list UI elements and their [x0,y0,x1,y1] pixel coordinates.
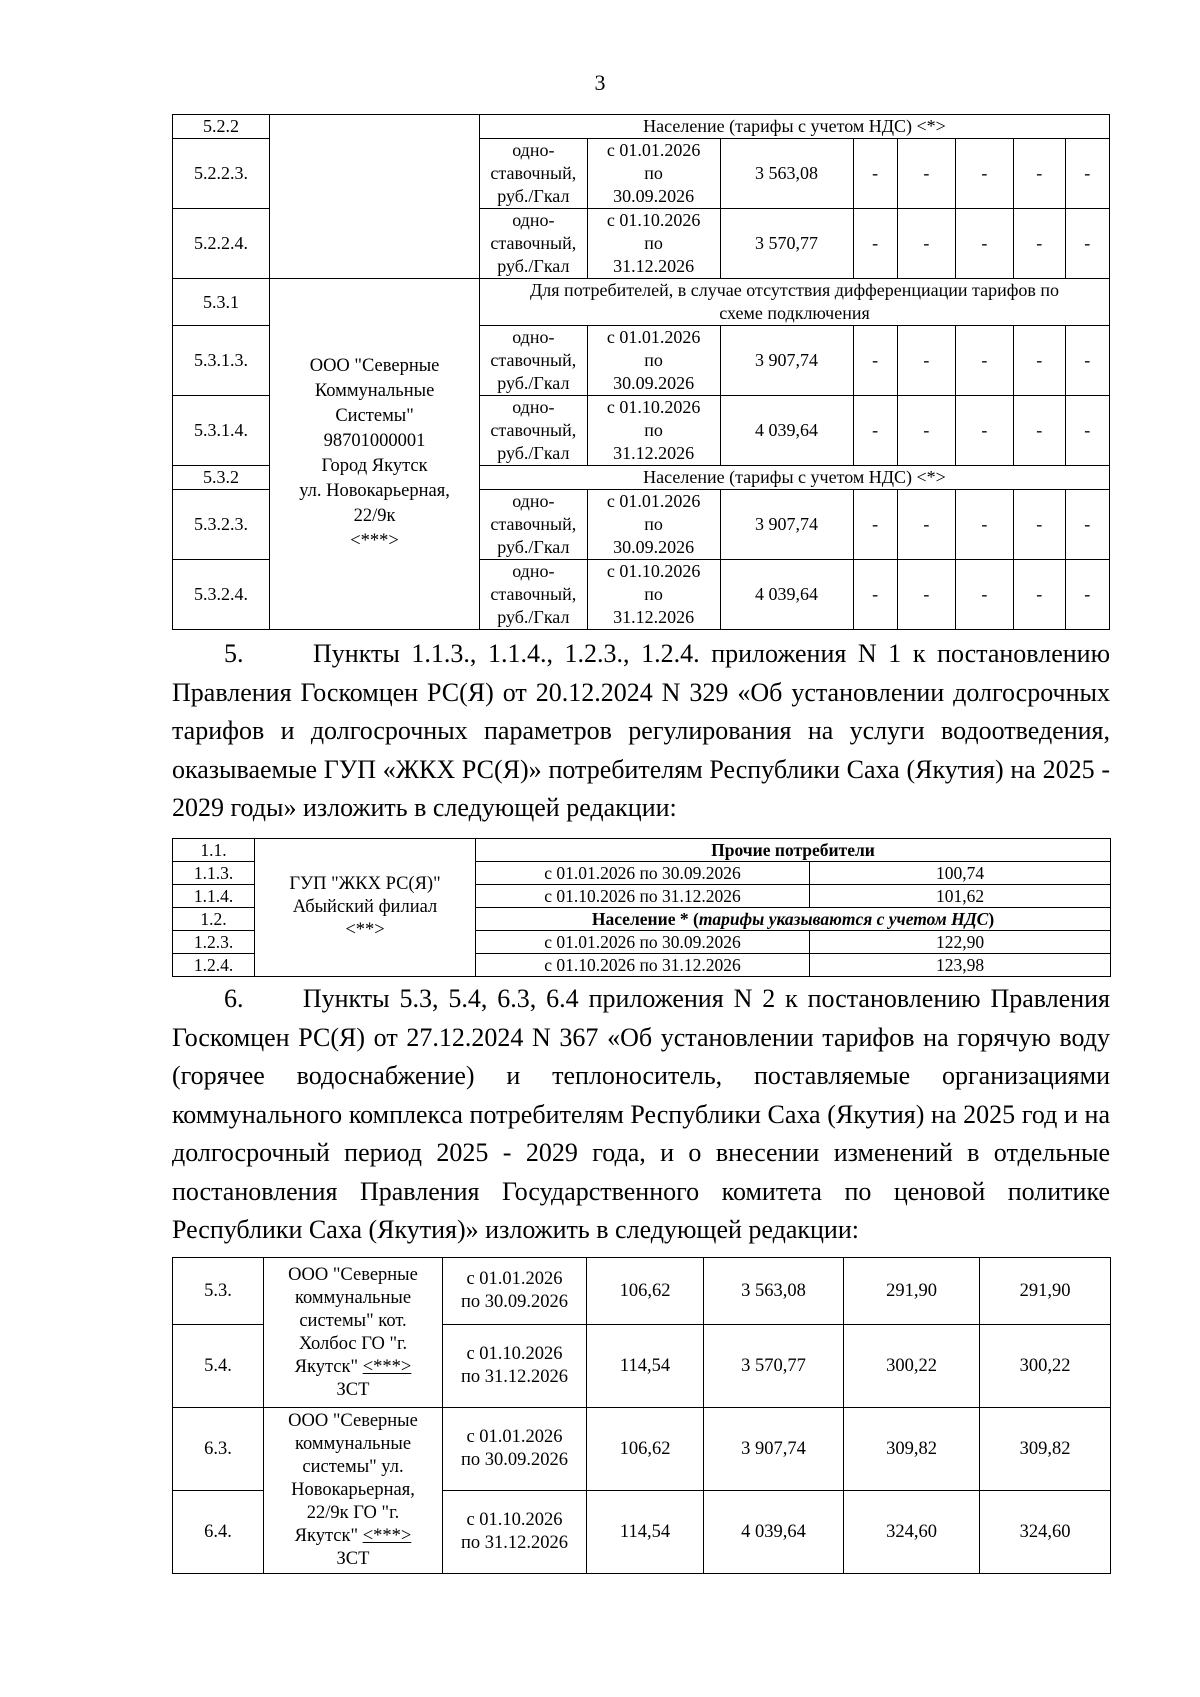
paragraph-5 [172,635,1110,828]
dash-cell: - [853,490,897,560]
tariff-value: 101,62 [810,885,1111,908]
table-row [173,115,1110,139]
dash-cell: - [955,490,1013,560]
dash-cell: - [897,396,955,466]
org-cell: ООО "Северные коммунальные системы" кот. Холбос ГО "г. Якутск" <***> ЗСТ [264,1258,443,1408]
tariff-value: 106,62 [587,1258,704,1325]
period-cell: с 01.01.2026 по 30.09.2026 [587,326,720,396]
period-cell: с 01.01.2026 по 30.09.2026 [476,862,810,885]
dash-cell: - [1013,209,1065,279]
paragraph-6 [172,980,1110,1250]
section-header: Для потребителей, в случае отсутствия дифференциации тарифов по схеме подключения [480,279,1110,326]
dash-cell: - [955,209,1013,279]
unit-cell: одно- ставочный, руб./Гкал [480,326,588,396]
tariff-value: 3 907,74 [704,1408,844,1491]
org-cell-empty [270,115,480,279]
tariff-value: 4 039,64 [704,1491,844,1574]
row-number: 1.1.4. [173,885,255,908]
dash-cell: - [1013,326,1065,396]
row-number: 5.3. [173,1258,264,1325]
paragraph-text: Пункты 1.1.3., 1.1.4., 1.2.3., 1.2.4. приложения N 1 к постановлению Правления Госкомцен РС(Я) от 20.12.2024 N 329 «Об установлении долгосрочных тарифов и долгосрочных параметров регулирования на услуги водоотведения, оказываемые ГУП «ЖКХ РС(Я)» потребителям Республики Саха (Якутия) на 2025 - 2029 годы» изложить в следующей редакции: [172,639,1110,822]
dash-cell: - [1065,326,1109,396]
dash-cell: - [1065,209,1109,279]
dash-cell: - [1065,396,1109,466]
tariff-value: 4 039,64 [720,560,853,630]
table-row [173,1408,1111,1491]
org-cell: ООО "Северные Коммунальные Системы" 98701000001 Город Якутск ул. Новокарьерная, 22/9к <***> [270,279,480,630]
dash-cell: - [897,560,955,630]
period-cell: с 01.10.2026 по 31.12.2026 [587,560,720,630]
dash-cell: - [1013,560,1065,630]
tariff-value: 291,90 [980,1258,1111,1325]
table-row [173,1258,1111,1325]
dash-cell: - [897,209,955,279]
unit-cell: одно- ставочный, руб./Гкал [480,396,588,466]
tariff-value: 309,82 [980,1408,1111,1491]
row-number: 5.3.1.4. [173,396,270,466]
dash-cell: - [897,139,955,209]
row-number: 5.3.2.3. [173,490,270,560]
page-number: 3 [594,70,606,95]
row-number: 5.3.1.3. [173,326,270,396]
tariff-value: 100,74 [810,862,1111,885]
dash-cell: - [853,326,897,396]
dash-cell: - [1013,490,1065,560]
tariff-value: 122,90 [810,931,1111,954]
dash-cell: - [853,560,897,630]
period-cell: с 01.01.2026 по 30.09.2026 [443,1408,587,1491]
tariff-table-hot-water [172,1257,1111,1574]
dash-cell: - [955,396,1013,466]
tariff-value: 3 907,74 [720,326,853,396]
period-cell: с 01.10.2026 по 31.12.2026 [476,885,810,908]
row-number: 5.2.2.3. [173,139,270,209]
tariff-value: 3 563,08 [704,1258,844,1325]
paragraph-number: 5. [224,639,244,668]
row-number: 1.2.3. [173,931,255,954]
unit-cell: одно- ставочный, руб./Гкал [480,560,588,630]
dash-cell: - [955,139,1013,209]
row-number: 6.4. [173,1491,264,1574]
period-cell: с 01.01.2026 по 30.09.2026 [443,1258,587,1325]
dash-cell: - [955,560,1013,630]
row-number: 1.2. [173,908,255,931]
section-header: Население * (тарифы указываются с учетом НДС) [476,908,1111,931]
unit-cell: одно- ставочный, руб./Гкал [480,209,588,279]
tariff-table-heat [172,114,1110,630]
tariff-value: 291,90 [844,1258,980,1325]
tariff-value: 324,60 [980,1491,1111,1574]
period-cell: с 01.10.2026 по 31.12.2026 [587,209,720,279]
period-cell: с 01.01.2026 по 30.09.2026 [587,139,720,209]
period-cell: с 01.10.2026 по 31.12.2026 [587,396,720,466]
table-row [173,279,1110,326]
section-header: Население (тарифы с учетом НДС) <*> [480,115,1110,139]
tariff-value: 324,60 [844,1491,980,1574]
org-cell: ГУП "ЖКХ РС(Я)" Абыйский филиал <**> [255,839,476,977]
row-number: 5.3.2 [173,466,270,490]
period-cell: с 01.01.2026 по 30.09.2026 [587,490,720,560]
dash-cell: - [1065,490,1109,560]
paragraph-text: Пункты 5.3, 5.4, 6.3, 6.4 приложения N 2 к постановлению Правления Госкомцен РС(Я) от 27.12.2024 N 367 «Об установлении тарифов на горячую воду (горячее водоснабжение) и теплоноситель, поставляемые организациями коммунального комплекса потребителям Республики Саха (Якутия) на 2025 год и на долгосрочный период 2025 - 2029 года, и о внесении изменений в отдельные постановления Правления Государственного комитета по ценовой политике Республики Саха (Якутия)» изложить в следующей редакции: [172,984,1111,1244]
tariff-value: 123,98 [810,954,1111,977]
paragraph-number: 6. [224,984,244,1013]
tariff-value: 300,22 [844,1325,980,1408]
dash-cell: - [1065,560,1109,630]
period-cell: с 01.01.2026 по 30.09.2026 [476,931,810,954]
row-number: 1.1.3. [173,862,255,885]
table-row [173,839,1111,862]
period-cell: с 01.10.2026 по 31.12.2026 [443,1325,587,1408]
period-cell: с 01.10.2026 по 31.12.2026 [443,1491,587,1574]
dash-cell: - [1065,139,1109,209]
tariff-table-water [172,838,1111,977]
unit-cell: одно- ставочный, руб./Гкал [480,139,588,209]
row-number: 5.3.1 [173,279,270,326]
dash-cell: - [853,396,897,466]
tariff-value: 309,82 [844,1408,980,1491]
tariff-value: 114,54 [587,1491,704,1574]
tariff-value: 106,62 [587,1408,704,1491]
dash-cell: - [853,139,897,209]
row-number: 5.2.2.4. [173,209,270,279]
dash-cell: - [897,490,955,560]
tariff-value: 3 907,74 [720,490,853,560]
tariff-value: 3 570,77 [704,1325,844,1408]
tariff-value: 300,22 [980,1325,1111,1408]
row-number: 5.3.2.4. [173,560,270,630]
org-cell: ООО "Северные коммунальные системы" ул. Новокарьерная, 22/9к ГО "г. Якутск" <***> ЗСТ [264,1408,443,1574]
dash-cell: - [1013,396,1065,466]
tariff-value: 3 563,08 [720,139,853,209]
row-number: 5.2.2 [173,115,270,139]
row-number: 5.4. [173,1325,264,1408]
tariff-value: 114,54 [587,1325,704,1408]
tariff-value: 4 039,64 [720,396,853,466]
dash-cell: - [897,326,955,396]
dash-cell: - [853,209,897,279]
dash-cell: - [1013,139,1065,209]
tariff-value: 3 570,77 [720,209,853,279]
section-header: Население (тарифы с учетом НДС) <*> [480,466,1110,490]
period-cell: с 01.10.2026 по 31.12.2026 [476,954,810,977]
row-number: 1.2.4. [173,954,255,977]
row-number: 6.3. [173,1408,264,1491]
row-number: 1.1. [173,839,255,862]
section-header: Прочие потребители [476,839,1111,862]
dash-cell: - [955,326,1013,396]
unit-cell: одно- ставочный, руб./Гкал [480,490,588,560]
